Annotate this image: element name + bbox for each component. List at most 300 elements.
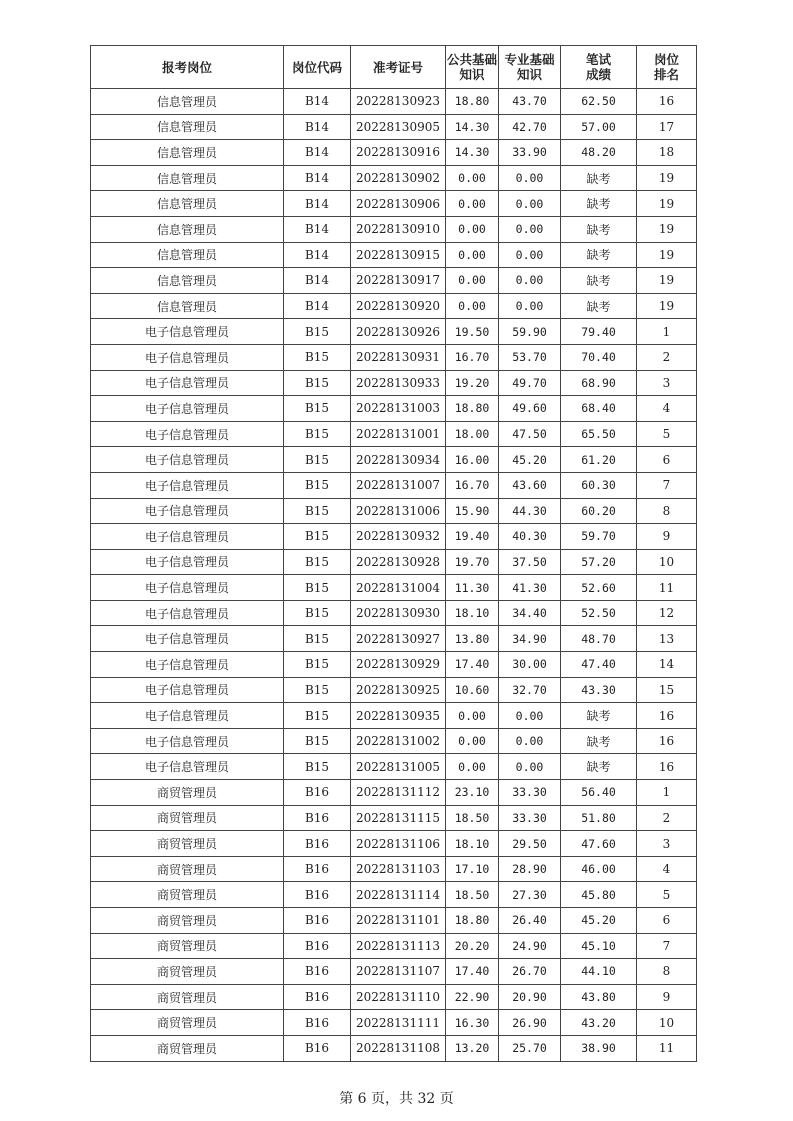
cell-position-rank: 7 — [637, 472, 697, 498]
cell-professional-knowledge-score: 25.70 — [499, 1035, 561, 1061]
cell-ticket-number: 20228131114 — [351, 882, 446, 908]
table-row — [91, 165, 697, 191]
cell-professional-knowledge-score: 0.00 — [499, 165, 561, 191]
cell-position-rank: 1 — [637, 780, 697, 806]
cell-written-score: 缺考 — [561, 242, 637, 268]
cell-professional-knowledge-score: 40.30 — [499, 524, 561, 550]
header-professional-knowledge-score: 专业基础 知识 — [499, 46, 561, 89]
cell-professional-knowledge-score: 49.60 — [499, 396, 561, 422]
cell-ticket-number: 20228131110 — [351, 984, 446, 1010]
cell-position: 商贸管理员 — [91, 1035, 284, 1061]
header-row — [91, 46, 697, 89]
table-row — [91, 856, 697, 882]
table-row — [91, 908, 697, 934]
cell-written-score: 缺考 — [561, 728, 637, 754]
cell-written-score: 48.20 — [561, 140, 637, 166]
cell-professional-knowledge-score: 0.00 — [499, 268, 561, 294]
cell-ticket-number: 20228131004 — [351, 575, 446, 601]
cell-public-knowledge-score: 16.70 — [446, 344, 499, 370]
table-row — [91, 498, 697, 524]
cell-ticket-number: 20228130934 — [351, 447, 446, 473]
cell-position-code: B16 — [284, 959, 351, 985]
table-row — [91, 728, 697, 754]
cell-public-knowledge-score: 0.00 — [446, 268, 499, 294]
cell-position-rank: 4 — [637, 856, 697, 882]
cell-position: 电子信息管理员 — [91, 626, 284, 652]
cell-written-score: 缺考 — [561, 165, 637, 191]
cell-position-code: B15 — [284, 600, 351, 626]
cell-position: 电子信息管理员 — [91, 524, 284, 550]
cell-position-code: B16 — [284, 805, 351, 831]
cell-position-code: B16 — [284, 856, 351, 882]
cell-position-rank: 8 — [637, 498, 697, 524]
cell-public-knowledge-score: 0.00 — [446, 703, 499, 729]
cell-position: 电子信息管理员 — [91, 498, 284, 524]
cell-public-knowledge-score: 17.40 — [446, 652, 499, 678]
cell-written-score: 45.80 — [561, 882, 637, 908]
table-row — [91, 677, 697, 703]
cell-written-score: 45.10 — [561, 933, 637, 959]
cell-ticket-number: 20228131003 — [351, 396, 446, 422]
cell-ticket-number: 20228130928 — [351, 549, 446, 575]
table-row — [91, 754, 697, 780]
cell-position-rank: 10 — [637, 1010, 697, 1036]
cell-position-rank: 19 — [637, 216, 697, 242]
cell-position: 电子信息管理员 — [91, 575, 284, 601]
cell-position: 电子信息管理员 — [91, 549, 284, 575]
cell-public-knowledge-score: 0.00 — [446, 754, 499, 780]
cell-ticket-number: 20228130930 — [351, 600, 446, 626]
cell-position-code: B15 — [284, 396, 351, 422]
cell-position: 商贸管理员 — [91, 882, 284, 908]
cell-public-knowledge-score: 15.90 — [446, 498, 499, 524]
cell-position-rank: 16 — [637, 728, 697, 754]
cell-position: 商贸管理员 — [91, 984, 284, 1010]
cell-written-score: 缺考 — [561, 191, 637, 217]
cell-position: 电子信息管理员 — [91, 600, 284, 626]
cell-ticket-number: 20228130923 — [351, 89, 446, 115]
cell-position-rank: 11 — [637, 575, 697, 601]
table-row — [91, 805, 697, 831]
cell-position-rank: 19 — [637, 268, 697, 294]
cell-professional-knowledge-score: 41.30 — [499, 575, 561, 601]
cell-position: 信息管理员 — [91, 293, 284, 319]
cell-position-rank: 8 — [637, 959, 697, 985]
cell-professional-knowledge-score: 34.90 — [499, 626, 561, 652]
cell-position-code: B14 — [284, 242, 351, 268]
cell-ticket-number: 20228130926 — [351, 319, 446, 345]
cell-position: 电子信息管理员 — [91, 396, 284, 422]
cell-ticket-number: 20228130927 — [351, 626, 446, 652]
cell-professional-knowledge-score: 45.20 — [499, 447, 561, 473]
table-row — [91, 600, 697, 626]
cell-position-code: B14 — [284, 293, 351, 319]
cell-professional-knowledge-score: 43.70 — [499, 89, 561, 115]
cell-position: 电子信息管理员 — [91, 728, 284, 754]
cell-written-score: 缺考 — [561, 268, 637, 294]
cell-professional-knowledge-score: 27.30 — [499, 882, 561, 908]
cell-written-score: 缺考 — [561, 754, 637, 780]
cell-position-rank: 13 — [637, 626, 697, 652]
table-row — [91, 447, 697, 473]
cell-ticket-number: 20228131112 — [351, 780, 446, 806]
cell-position-code: B15 — [284, 447, 351, 473]
cell-position: 商贸管理员 — [91, 780, 284, 806]
cell-written-score: 56.40 — [561, 780, 637, 806]
cell-professional-knowledge-score: 30.00 — [499, 652, 561, 678]
cell-position-rank: 11 — [637, 1035, 697, 1061]
cell-written-score: 57.20 — [561, 549, 637, 575]
table-row — [91, 396, 697, 422]
cell-professional-knowledge-score: 26.70 — [499, 959, 561, 985]
cell-professional-knowledge-score: 28.90 — [499, 856, 561, 882]
cell-professional-knowledge-score: 59.90 — [499, 319, 561, 345]
cell-professional-knowledge-score: 20.90 — [499, 984, 561, 1010]
table-row — [91, 421, 697, 447]
cell-ticket-number: 20228130916 — [351, 140, 446, 166]
cell-professional-knowledge-score: 42.70 — [499, 114, 561, 140]
cell-position-code: B15 — [284, 498, 351, 524]
cell-position-code: B14 — [284, 140, 351, 166]
cell-professional-knowledge-score: 0.00 — [499, 191, 561, 217]
cell-position-code: B16 — [284, 780, 351, 806]
cell-public-knowledge-score: 18.10 — [446, 831, 499, 857]
table-row — [91, 831, 697, 857]
cell-professional-knowledge-score: 26.90 — [499, 1010, 561, 1036]
cell-position: 信息管理员 — [91, 114, 284, 140]
cell-ticket-number: 20228131001 — [351, 421, 446, 447]
cell-public-knowledge-score: 18.50 — [446, 882, 499, 908]
cell-position-code: B15 — [284, 472, 351, 498]
cell-public-knowledge-score: 19.40 — [446, 524, 499, 550]
cell-written-score: 缺考 — [561, 293, 637, 319]
cell-public-knowledge-score: 18.80 — [446, 908, 499, 934]
header-written-score: 笔试 成绩 — [561, 46, 637, 89]
cell-written-score: 46.00 — [561, 856, 637, 882]
cell-position-code: B15 — [284, 370, 351, 396]
cell-ticket-number: 20228131115 — [351, 805, 446, 831]
cell-written-score: 43.30 — [561, 677, 637, 703]
cell-position-rank: 2 — [637, 805, 697, 831]
cell-public-knowledge-score: 11.30 — [446, 575, 499, 601]
cell-position: 信息管理员 — [91, 191, 284, 217]
cell-position-rank: 9 — [637, 524, 697, 550]
cell-position-rank: 7 — [637, 933, 697, 959]
table-row — [91, 114, 697, 140]
cell-public-knowledge-score: 17.40 — [446, 959, 499, 985]
score-table — [90, 45, 697, 1062]
cell-position-code: B16 — [284, 1035, 351, 1061]
cell-position-code: B15 — [284, 344, 351, 370]
cell-position-code: B15 — [284, 524, 351, 550]
cell-professional-knowledge-score: 49.70 — [499, 370, 561, 396]
cell-position: 信息管理员 — [91, 242, 284, 268]
cell-written-score: 38.90 — [561, 1035, 637, 1061]
cell-position-rank: 12 — [637, 600, 697, 626]
table-row — [91, 293, 697, 319]
cell-position-code: B14 — [284, 114, 351, 140]
cell-written-score: 79.40 — [561, 319, 637, 345]
cell-written-score: 60.30 — [561, 472, 637, 498]
cell-position-rank: 5 — [637, 421, 697, 447]
cell-position: 信息管理员 — [91, 216, 284, 242]
cell-position-rank: 18 — [637, 140, 697, 166]
cell-public-knowledge-score: 0.00 — [446, 293, 499, 319]
cell-position-rank: 19 — [637, 165, 697, 191]
cell-position-code: B15 — [284, 575, 351, 601]
table-row — [91, 882, 697, 908]
cell-professional-knowledge-score: 47.50 — [499, 421, 561, 447]
cell-public-knowledge-score: 0.00 — [446, 216, 499, 242]
cell-public-knowledge-score: 10.60 — [446, 677, 499, 703]
cell-position-code: B15 — [284, 703, 351, 729]
cell-professional-knowledge-score: 0.00 — [499, 754, 561, 780]
cell-position: 电子信息管理员 — [91, 421, 284, 447]
header-position: 报考岗位 — [91, 46, 284, 89]
cell-written-score: 缺考 — [561, 703, 637, 729]
cell-public-knowledge-score: 18.80 — [446, 396, 499, 422]
cell-ticket-number: 20228131007 — [351, 472, 446, 498]
cell-position-rank: 10 — [637, 549, 697, 575]
cell-public-knowledge-score: 13.20 — [446, 1035, 499, 1061]
cell-position: 电子信息管理员 — [91, 370, 284, 396]
table-row — [91, 140, 697, 166]
cell-ticket-number: 20228130932 — [351, 524, 446, 550]
cell-ticket-number: 20228131108 — [351, 1035, 446, 1061]
cell-position-rank: 3 — [637, 370, 697, 396]
table-row — [91, 191, 697, 217]
cell-public-knowledge-score: 0.00 — [446, 242, 499, 268]
cell-position-code: B16 — [284, 933, 351, 959]
header-public-knowledge-score: 公共基础 知识 — [446, 46, 499, 89]
cell-position: 商贸管理员 — [91, 856, 284, 882]
cell-ticket-number: 20228130929 — [351, 652, 446, 678]
cell-position: 商贸管理员 — [91, 933, 284, 959]
cell-professional-knowledge-score: 32.70 — [499, 677, 561, 703]
cell-public-knowledge-score: 18.10 — [446, 600, 499, 626]
cell-position-code: B16 — [284, 908, 351, 934]
cell-position: 商贸管理员 — [91, 831, 284, 857]
cell-professional-knowledge-score: 0.00 — [499, 703, 561, 729]
cell-position: 电子信息管理员 — [91, 754, 284, 780]
table-row — [91, 780, 697, 806]
cell-position-code: B15 — [284, 652, 351, 678]
cell-professional-knowledge-score: 24.90 — [499, 933, 561, 959]
cell-public-knowledge-score: 16.70 — [446, 472, 499, 498]
cell-written-score: 68.40 — [561, 396, 637, 422]
cell-professional-knowledge-score: 26.40 — [499, 908, 561, 934]
cell-public-knowledge-score: 16.30 — [446, 1010, 499, 1036]
cell-public-knowledge-score: 14.30 — [446, 140, 499, 166]
cell-written-score: 60.20 — [561, 498, 637, 524]
cell-public-knowledge-score: 18.80 — [446, 89, 499, 115]
table-row — [91, 268, 697, 294]
cell-public-knowledge-score: 20.20 — [446, 933, 499, 959]
cell-professional-knowledge-score: 0.00 — [499, 242, 561, 268]
table-row — [91, 1010, 697, 1036]
cell-position: 电子信息管理员 — [91, 677, 284, 703]
cell-ticket-number: 20228130917 — [351, 268, 446, 294]
cell-position-rank: 6 — [637, 908, 697, 934]
cell-position-code: B15 — [284, 319, 351, 345]
cell-professional-knowledge-score: 34.40 — [499, 600, 561, 626]
cell-position: 电子信息管理员 — [91, 652, 284, 678]
cell-written-score: 52.50 — [561, 600, 637, 626]
cell-ticket-number: 20228131107 — [351, 959, 446, 985]
cell-position-rank: 3 — [637, 831, 697, 857]
table-row — [91, 984, 697, 1010]
cell-ticket-number: 20228131113 — [351, 933, 446, 959]
cell-written-score: 43.20 — [561, 1010, 637, 1036]
cell-professional-knowledge-score: 0.00 — [499, 216, 561, 242]
cell-position-rank: 19 — [637, 242, 697, 268]
table-row — [91, 703, 697, 729]
table-row — [91, 652, 697, 678]
cell-public-knowledge-score: 19.50 — [446, 319, 499, 345]
cell-public-knowledge-score: 14.30 — [446, 114, 499, 140]
table-row — [91, 1035, 697, 1061]
table-row — [91, 959, 697, 985]
cell-written-score: 70.40 — [561, 344, 637, 370]
cell-position: 电子信息管理员 — [91, 344, 284, 370]
header-ticket-number: 准考证号 — [351, 46, 446, 89]
cell-ticket-number: 20228130920 — [351, 293, 446, 319]
cell-position-rank: 9 — [637, 984, 697, 1010]
table-row — [91, 472, 697, 498]
cell-position-rank: 4 — [637, 396, 697, 422]
cell-professional-knowledge-score: 43.60 — [499, 472, 561, 498]
cell-position: 商贸管理员 — [91, 1010, 284, 1036]
cell-ticket-number: 20228130910 — [351, 216, 446, 242]
cell-ticket-number: 20228130935 — [351, 703, 446, 729]
cell-position-rank: 2 — [637, 344, 697, 370]
cell-professional-knowledge-score: 33.90 — [499, 140, 561, 166]
cell-written-score: 65.50 — [561, 421, 637, 447]
cell-written-score: 45.20 — [561, 908, 637, 934]
cell-ticket-number: 20228131002 — [351, 728, 446, 754]
cell-professional-knowledge-score: 0.00 — [499, 728, 561, 754]
cell-professional-knowledge-score: 33.30 — [499, 780, 561, 806]
page-number: 第 6 页，共 32 页 — [339, 1091, 454, 1107]
cell-position-code: B15 — [284, 549, 351, 575]
cell-position-code: B14 — [284, 89, 351, 115]
table-row — [91, 344, 697, 370]
table-row — [91, 549, 697, 575]
table-row — [91, 524, 697, 550]
cell-position: 信息管理员 — [91, 268, 284, 294]
cell-position-code: B14 — [284, 191, 351, 217]
cell-position-code: B14 — [284, 268, 351, 294]
table-row — [91, 319, 697, 345]
header-position-code: 岗位代码 — [284, 46, 351, 89]
cell-position: 电子信息管理员 — [91, 703, 284, 729]
cell-ticket-number: 20228131106 — [351, 831, 446, 857]
cell-position-rank: 1 — [637, 319, 697, 345]
cell-written-score: 缺考 — [561, 216, 637, 242]
cell-public-knowledge-score: 22.90 — [446, 984, 499, 1010]
cell-position-rank: 15 — [637, 677, 697, 703]
cell-ticket-number: 20228130915 — [351, 242, 446, 268]
cell-position: 电子信息管理员 — [91, 319, 284, 345]
cell-position-code: B15 — [284, 421, 351, 447]
cell-position-rank: 5 — [637, 882, 697, 908]
cell-position-code: B16 — [284, 1010, 351, 1036]
table-row — [91, 626, 697, 652]
cell-position-rank: 16 — [637, 703, 697, 729]
cell-written-score: 68.90 — [561, 370, 637, 396]
cell-public-knowledge-score: 23.10 — [446, 780, 499, 806]
cell-professional-knowledge-score: 37.50 — [499, 549, 561, 575]
cell-ticket-number: 20228130905 — [351, 114, 446, 140]
cell-public-knowledge-score: 13.80 — [446, 626, 499, 652]
cell-written-score: 51.80 — [561, 805, 637, 831]
cell-position: 商贸管理员 — [91, 805, 284, 831]
cell-written-score: 47.60 — [561, 831, 637, 857]
cell-ticket-number: 20228131101 — [351, 908, 446, 934]
cell-position: 电子信息管理员 — [91, 447, 284, 473]
cell-public-knowledge-score: 17.10 — [446, 856, 499, 882]
table-row — [91, 370, 697, 396]
cell-position-rank: 17 — [637, 114, 697, 140]
cell-position-code: B14 — [284, 216, 351, 242]
cell-position-rank: 19 — [637, 293, 697, 319]
cell-professional-knowledge-score: 44.30 — [499, 498, 561, 524]
table-row — [91, 89, 697, 115]
cell-public-knowledge-score: 19.20 — [446, 370, 499, 396]
cell-position-code: B15 — [284, 626, 351, 652]
cell-position: 商贸管理员 — [91, 959, 284, 985]
cell-position-rank: 16 — [637, 754, 697, 780]
cell-ticket-number: 20228131006 — [351, 498, 446, 524]
cell-written-score: 47.40 — [561, 652, 637, 678]
cell-professional-knowledge-score: 33.30 — [499, 805, 561, 831]
cell-position: 信息管理员 — [91, 165, 284, 191]
cell-written-score: 52.60 — [561, 575, 637, 601]
cell-public-knowledge-score: 0.00 — [446, 191, 499, 217]
cell-ticket-number: 20228130906 — [351, 191, 446, 217]
table-row — [91, 575, 697, 601]
cell-written-score: 48.70 — [561, 626, 637, 652]
cell-written-score: 57.00 — [561, 114, 637, 140]
cell-written-score: 44.10 — [561, 959, 637, 985]
cell-ticket-number: 20228131005 — [351, 754, 446, 780]
table-row — [91, 242, 697, 268]
cell-ticket-number: 20228130931 — [351, 344, 446, 370]
cell-position-code: B15 — [284, 677, 351, 703]
cell-written-score: 43.80 — [561, 984, 637, 1010]
table-body — [91, 89, 697, 1062]
cell-position-code: B15 — [284, 728, 351, 754]
cell-public-knowledge-score: 18.00 — [446, 421, 499, 447]
cell-position: 电子信息管理员 — [91, 472, 284, 498]
cell-position-code: B15 — [284, 754, 351, 780]
cell-position-code: B14 — [284, 165, 351, 191]
cell-position: 商贸管理员 — [91, 908, 284, 934]
cell-position-code: B16 — [284, 984, 351, 1010]
cell-ticket-number: 20228131111 — [351, 1010, 446, 1036]
cell-position-rank: 6 — [637, 447, 697, 473]
cell-professional-knowledge-score: 53.70 — [499, 344, 561, 370]
cell-written-score: 62.50 — [561, 89, 637, 115]
cell-ticket-number: 20228130925 — [351, 677, 446, 703]
cell-position: 信息管理员 — [91, 89, 284, 115]
cell-ticket-number: 20228130902 — [351, 165, 446, 191]
cell-public-knowledge-score: 16.00 — [446, 447, 499, 473]
cell-position: 信息管理员 — [91, 140, 284, 166]
cell-public-knowledge-score: 18.50 — [446, 805, 499, 831]
cell-position-rank: 14 — [637, 652, 697, 678]
cell-professional-knowledge-score: 29.50 — [499, 831, 561, 857]
